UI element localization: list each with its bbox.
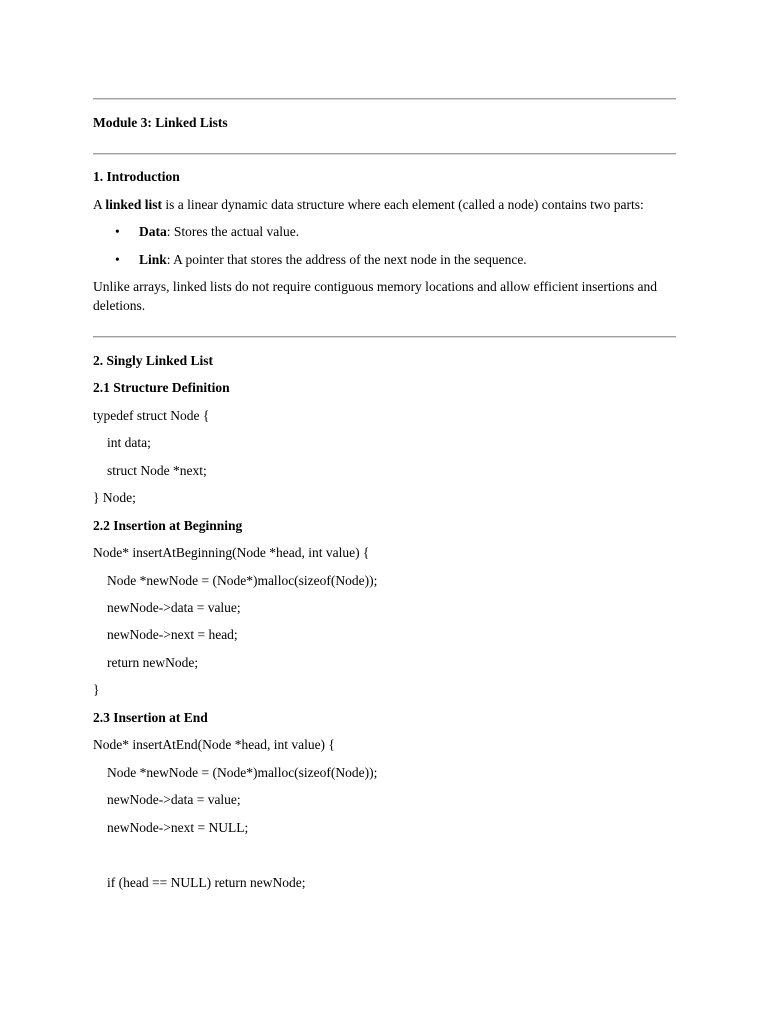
code-line: newNode->next = NULL; [107, 820, 249, 835]
code-line: Node *newNode = (Node*)malloc(sizeof(Node)); [107, 765, 378, 780]
bullet-term: Data [139, 224, 167, 239]
code-line: newNode->next = head; [107, 627, 238, 642]
subsection-heading-insert-end: 2.3 Insertion at End [93, 710, 208, 725]
intro-rest: is a linear dynamic data structure where each element (called a node) contains two parts: [162, 197, 644, 212]
code-line: struct Node *next; [107, 463, 207, 478]
code-line: newNode->data = value; [107, 600, 241, 615]
horizontal-rule [93, 153, 676, 155]
code-line: int data; [107, 435, 151, 450]
section-heading-singly-linked-list: 2. Singly Linked List [93, 353, 214, 368]
bullet-term: Link [139, 252, 167, 267]
bullet-text: : A pointer that stores the address of the next node in the sequence. [166, 252, 527, 267]
bullet-text: : Stores the actual value. [166, 224, 300, 239]
code-line: if (head == NULL) return newNode; [107, 875, 306, 890]
code-line: typedef struct Node { [93, 408, 210, 423]
code-line: } Node; [93, 490, 136, 505]
section-heading-introduction: 1. Introduction [93, 169, 180, 184]
document-page [93, 0, 676, 1024]
code-line: return newNode; [107, 655, 199, 670]
subsection-heading-insert-beginning: 2.2 Insertion at Beginning [93, 518, 243, 533]
bullet-icon: • [115, 224, 120, 239]
code-line: Node* insertAtEnd(Node *head, int value) { [93, 737, 335, 752]
subsection-heading-structure: 2.1 Structure Definition [93, 380, 230, 395]
horizontal-rule [93, 98, 676, 100]
horizontal-rule [93, 336, 676, 338]
intro-closing-paragraph: Unlike arrays, linked lists do not require contiguous memory locations and allow efficient insertions and deletions. [93, 279, 658, 313]
list-item [115, 223, 299, 241]
code-line: Node* insertAtBeginning(Node *head, int value) { [93, 545, 370, 560]
intro-prefix: A [93, 197, 106, 212]
list-item [115, 251, 527, 269]
code-line: } [93, 682, 100, 697]
bullet-icon: • [115, 252, 120, 267]
module-title: Module 3: Linked Lists [93, 115, 228, 130]
intro-bold-term: linked list [105, 197, 163, 212]
code-line: Node *newNode = (Node*)malloc(sizeof(Node)); [107, 573, 378, 588]
intro-paragraph [93, 196, 644, 214]
code-line: newNode->data = value; [107, 792, 241, 807]
